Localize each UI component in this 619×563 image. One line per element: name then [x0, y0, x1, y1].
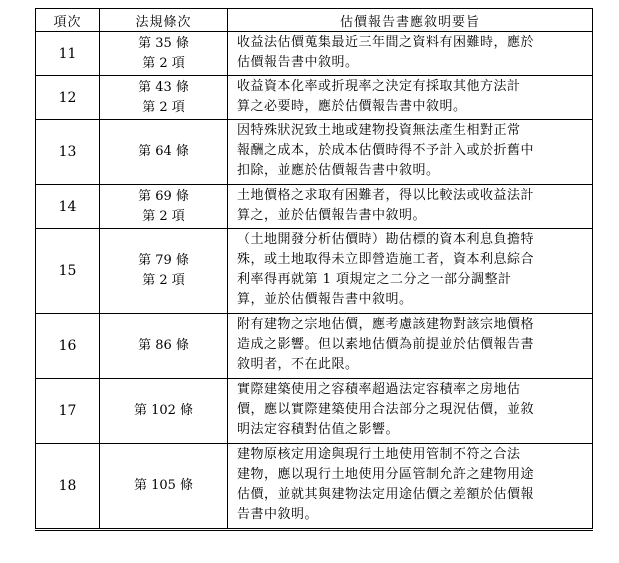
requirement-line: 估價報告書中敘明。 — [237, 55, 359, 70]
row-item-number: 12 — [36, 76, 100, 120]
law-article-line: 第 35 條 — [138, 35, 189, 51]
row-requirement-text — [228, 120, 593, 185]
requirement-line: 告書中敘明。 — [237, 507, 319, 522]
requirement-line: 敘明者，不在此限。 — [237, 357, 359, 372]
row-item-number: 13 — [36, 120, 100, 185]
table-header-row — [36, 9, 593, 32]
law-article-line: 第 105 條 — [133, 478, 194, 493]
law-article-line: 第 86 條 — [138, 338, 189, 353]
law-article-line: 第 2 項 — [142, 208, 185, 224]
row-law-article — [100, 229, 228, 314]
law-article-line: 第 2 項 — [142, 99, 185, 115]
table-row — [36, 379, 593, 444]
table-row — [36, 120, 593, 185]
row-item-number: 18 — [36, 444, 100, 530]
requirement-line: 建物，應以現行土地使用分區管制允許之建物用途 — [237, 467, 535, 482]
requirement-line: 收益資本化率或折現率之決定有採取其他方法計 — [237, 79, 521, 94]
row-law-article — [100, 379, 228, 444]
table-row — [36, 229, 593, 314]
row-requirement-text — [228, 379, 593, 444]
requirement-line: 土地價格之求取有困難者，得以比較法或收益法計 — [237, 188, 535, 203]
row-law-article — [100, 76, 228, 120]
appraisal-requirements-table — [35, 8, 593, 531]
row-requirement-text — [228, 76, 593, 120]
row-law-article — [100, 444, 228, 530]
header-requirement: 估價報告書應敘明要旨 — [228, 9, 593, 32]
requirement-line: 利率得再就第 1 項規定之二分之一部分調整計 — [237, 272, 512, 287]
requirement-line: 報酬之成本，於成本估價時得不予計入或於折舊中 — [237, 143, 535, 158]
row-item-number: 15 — [36, 229, 100, 314]
row-item-number: 11 — [36, 32, 100, 76]
requirement-line: 造成之影響。但以素地估價為前提並於估價報告書 — [237, 337, 535, 352]
table-row — [36, 76, 593, 120]
row-requirement-text — [228, 444, 593, 530]
row-item-number: 16 — [36, 314, 100, 379]
header-item-number: 項次 — [36, 9, 100, 32]
law-article-line: 第 79 條 — [138, 253, 189, 268]
requirement-line: （土地開發分析估價時）勘估標的資本利息負擔特 — [237, 232, 535, 247]
row-item-number: 14 — [36, 185, 100, 229]
row-law-article — [100, 32, 228, 76]
row-requirement-text — [228, 32, 593, 76]
requirement-line: 建物原核定用途與現行土地使用管制不符之合法 — [237, 447, 521, 462]
requirement-line: 實際建築使用之容積率超過法定容積率之房地估 — [237, 382, 521, 397]
requirement-line: 估價，並就其與建物法定用途估價之差額於估價報 — [237, 487, 535, 502]
table-row — [36, 444, 593, 530]
law-article-line: 第 2 項 — [142, 273, 185, 288]
row-law-article — [100, 314, 228, 379]
law-article-line: 第 64 條 — [138, 144, 189, 159]
requirement-line: 算，並於估價報告書中敘明。 — [237, 292, 413, 307]
row-requirement-text — [228, 229, 593, 314]
requirement-line: 因特殊狀況致土地或建物投資無法產生相對正常 — [237, 123, 521, 138]
requirement-line: 算之必要時，應於估價報告書中敘明。 — [237, 99, 467, 114]
requirement-line: 明法定容積對估值之影響。 — [237, 422, 400, 437]
row-requirement-text — [228, 314, 593, 379]
table-row — [36, 314, 593, 379]
row-item-number: 17 — [36, 379, 100, 444]
requirement-line: 價，應以實際建築使用合法部分之現況估價，並敘 — [237, 402, 535, 417]
row-law-article — [100, 185, 228, 229]
header-law-article: 法規條次 — [100, 9, 228, 32]
law-article-line: 第 43 條 — [138, 79, 189, 95]
requirement-line: 收益法估價蒐集最近三年間之資料有困難時，應於 — [237, 35, 535, 50]
row-requirement-text — [228, 185, 593, 229]
table-row — [36, 32, 593, 76]
requirement-line: 扣除，並應於估價報告書中敘明。 — [237, 163, 440, 178]
row-law-article — [100, 120, 228, 185]
law-article-line: 第 69 條 — [138, 188, 189, 204]
table-row — [36, 185, 593, 229]
requirement-line: 附有建物之宗地估價，應考慮該建物對該宗地價格 — [237, 317, 535, 332]
requirement-line: 殊，或土地取得未立即營造施工者，資本利息綜合 — [237, 252, 535, 267]
law-article-line: 第 2 項 — [142, 55, 185, 71]
requirement-line: 算之，並於估價報告書中敘明。 — [237, 208, 427, 223]
law-article-line: 第 102 條 — [133, 403, 194, 418]
